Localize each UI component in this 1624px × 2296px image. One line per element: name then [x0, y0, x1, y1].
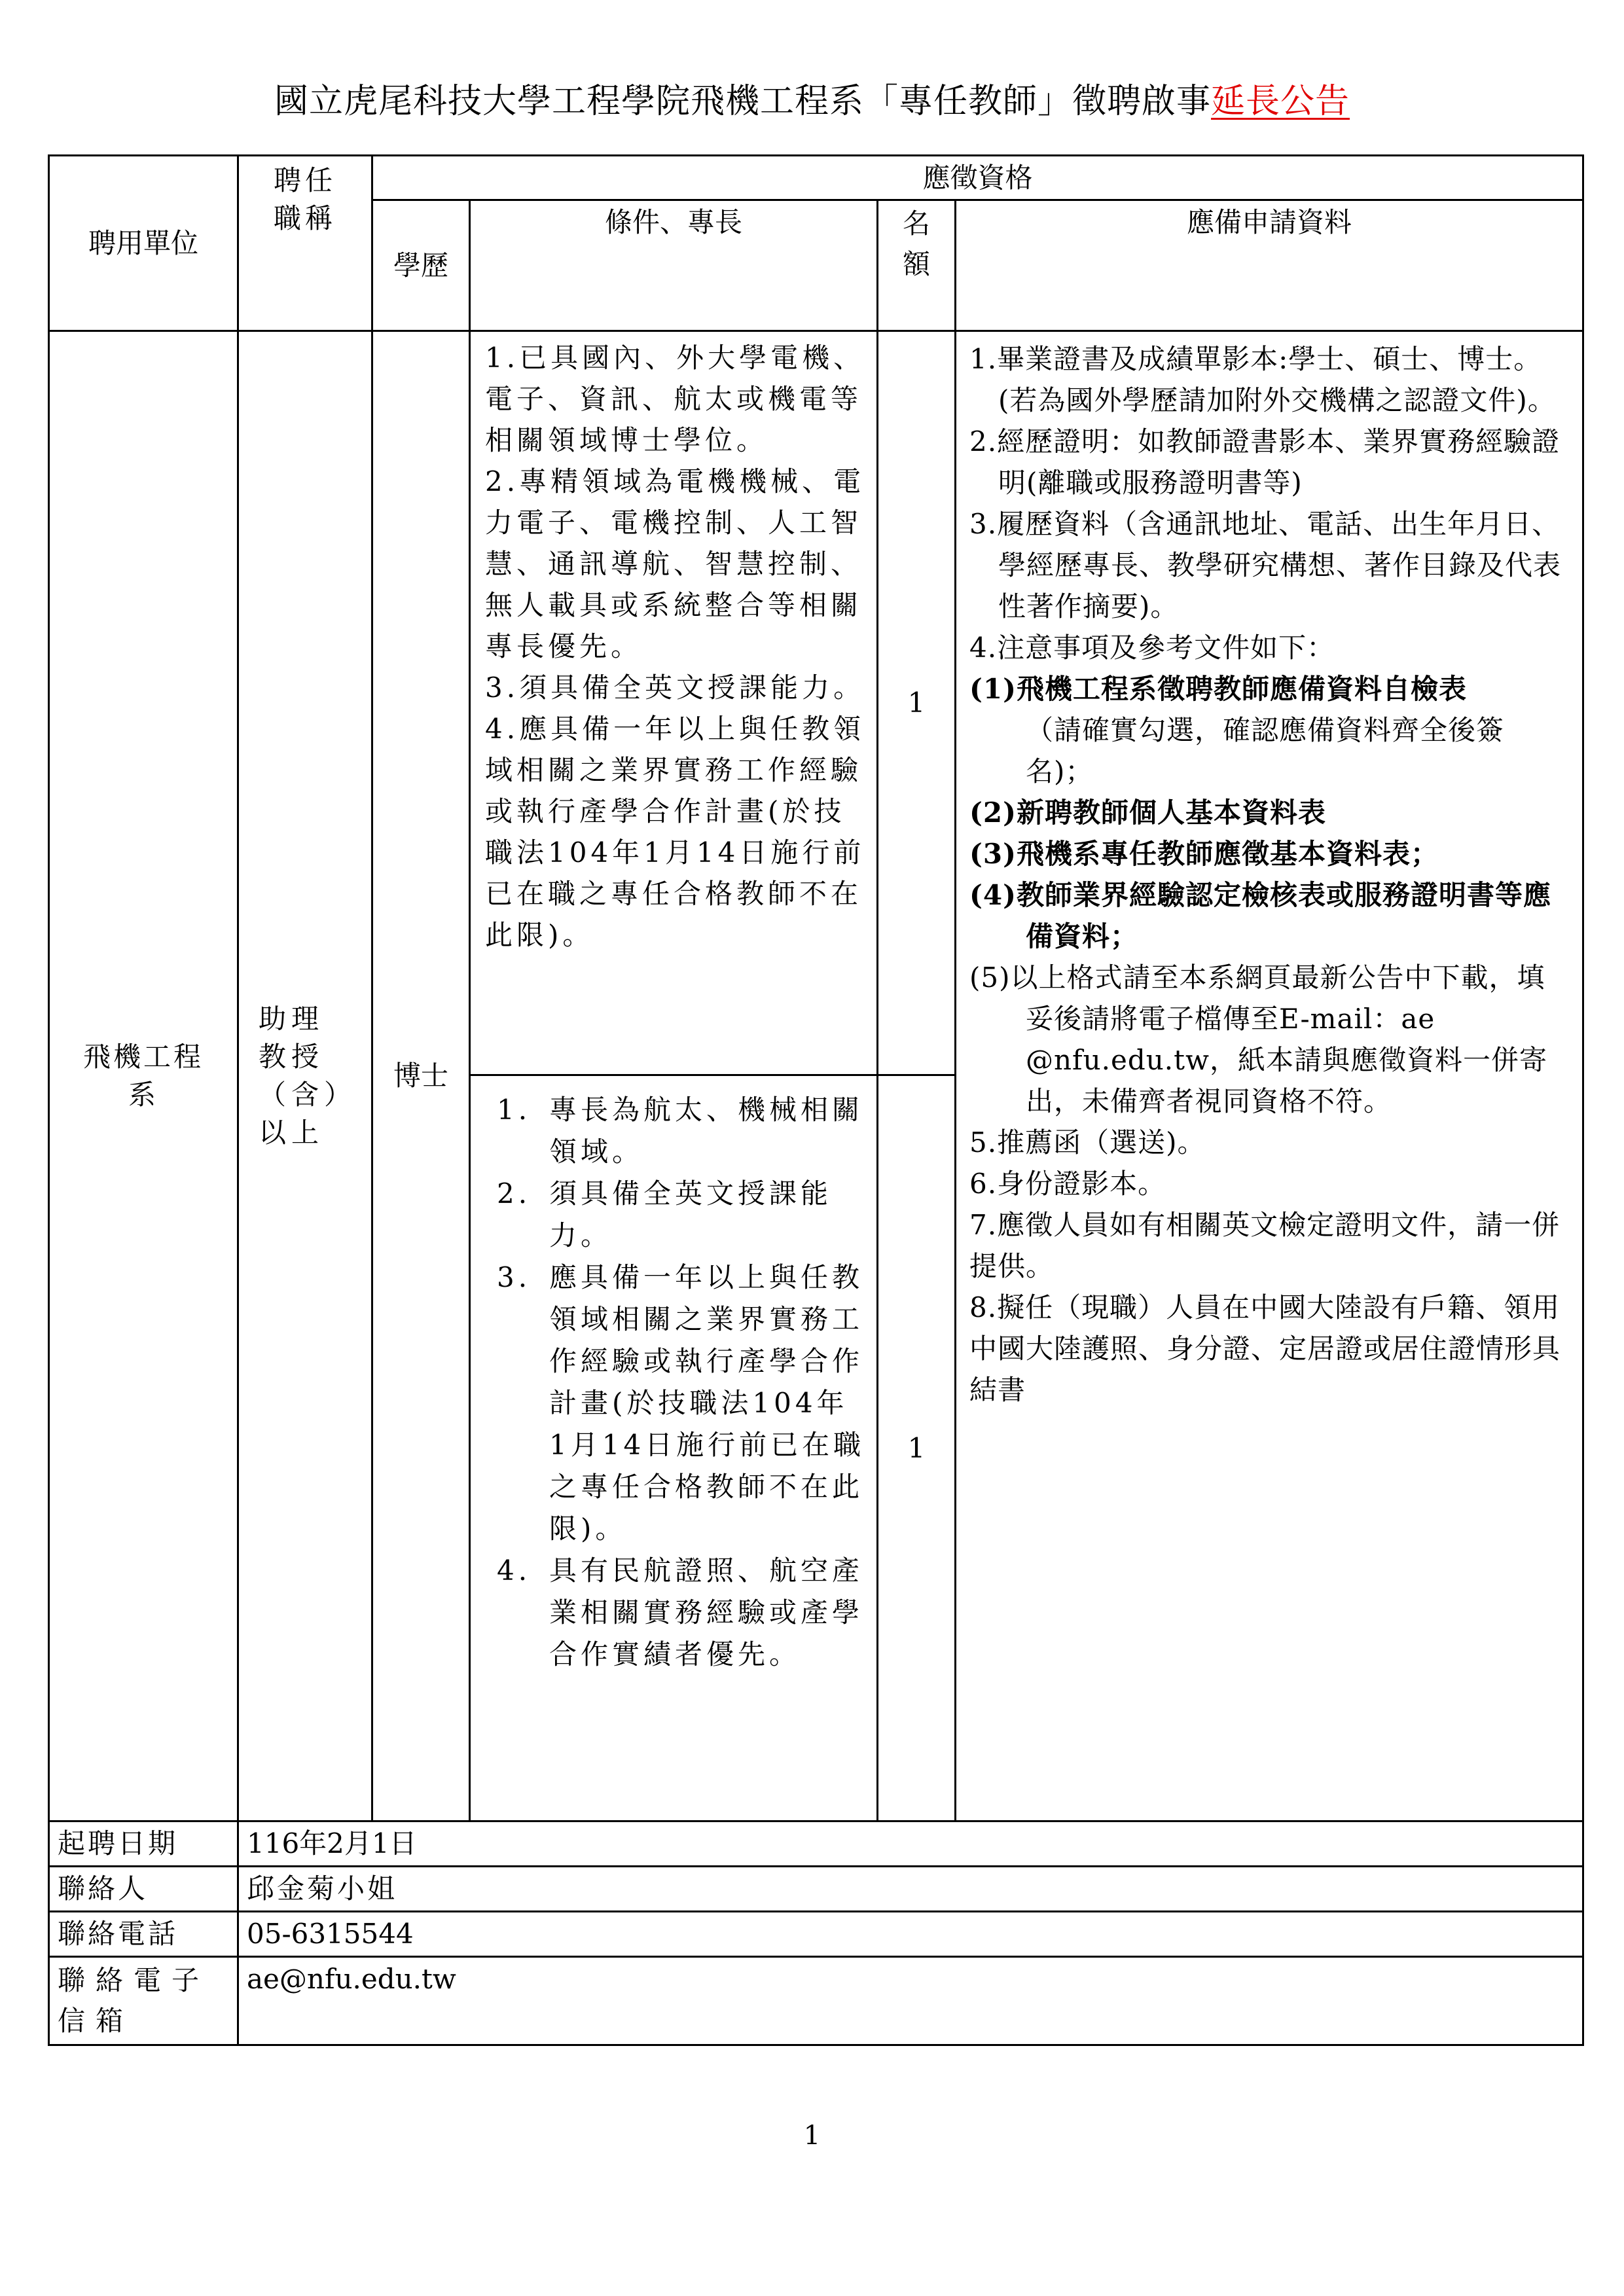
- document-item: 6.身份證影本。: [969, 1168, 1166, 1200]
- phone-label: 聯絡電話: [49, 1912, 238, 1957]
- header-conditions: 條件、專長: [470, 200, 878, 331]
- phone-value: 05-6315544: [238, 1912, 1583, 1957]
- header-row-1: [49, 156, 1583, 200]
- start-date-value: 116年2月1日: [238, 1821, 1583, 1867]
- header-degree: 學歷: [372, 200, 470, 331]
- page-number: 1: [803, 2121, 821, 2151]
- cell-quota-2: 1: [878, 1075, 956, 1821]
- title-main: 國立虎尾科技大學工程學院飛機工程系「專任教師」徵聘啟事: [274, 82, 1211, 121]
- document-subitem-4: (4)教師業界經驗認定檢核表或服務證明書等應備資料；: [969, 879, 1551, 952]
- document-item: 7.應徵人員如有相關英文檢定證明文件，請一併提供。: [969, 1209, 1561, 1282]
- start-date-row: [49, 1821, 1583, 1867]
- condition-item: 4.應具備一年以上與任教領域相關之業界實務工作經驗或執行產學合作計畫(於技職法104年1月14日施行前已在職之專任合格教師不在此限)。: [485, 713, 865, 951]
- email-label: 聯絡電子信箱: [49, 1957, 238, 2045]
- document-subitem-1-note: （請確實勾選，確認應備資料齊全後簽名)；: [1026, 714, 1505, 787]
- document-item: 3.履歷資料（含通訊地址、電話、出生年月日、學經歷專長、教學研究構想、著作目錄及代表性著作摘要)。: [969, 508, 1562, 622]
- condition-item: 4. 具有民航證照、航空產業相關實務經驗或產學合作實績者優先。: [497, 1554, 864, 1670]
- title-highlight: 延長公告: [1211, 82, 1350, 121]
- page-title: [0, 73, 1624, 122]
- email-value: ae@nfu.edu.tw: [238, 1957, 1583, 2045]
- contact-row: [49, 1867, 1583, 1912]
- header-position-title: 聘任職稱: [238, 156, 372, 331]
- document-item: 1.畢業證書及成績單影本:學士、碩士、博士。(若為國外學歷請加附外交機構之認證文件)。: [969, 343, 1556, 416]
- cell-position: 助理教授（含）以上: [238, 331, 372, 1821]
- cell-degree: 博士: [372, 331, 470, 1821]
- start-date-label: 起聘日期: [49, 1821, 238, 1867]
- email-row: [49, 1957, 1583, 2045]
- document-item: 5.推薦函（選送)。: [969, 1126, 1206, 1158]
- document-subitem-5: (5)以上格式請至本系網頁最新公告中下載，填妥後請將電子檔傳至E-mail：ae @nfu.edu.tw，紙本請與應徵資料一併寄出，未備齊者視同資格不符。: [969, 961, 1547, 1117]
- recruitment-table: [48, 154, 1584, 2046]
- condition-item: 2.專精領域為電機機械、電力電子、電機控制、人工智慧、通訊導航、智慧控制、無人載具或系統整合等相關專長優先。: [485, 465, 865, 662]
- contact-label: 聯絡人: [49, 1867, 238, 1912]
- header-quota: 名額: [878, 200, 956, 331]
- header-qualifications: 應徵資格: [372, 156, 1583, 200]
- document-item: 4.注意事項及參考文件如下：: [969, 632, 1335, 664]
- conditions-group-2: [470, 1075, 878, 1821]
- document-subitem-3: (3)飛機系專任教師應徵基本資料表；: [969, 838, 1439, 870]
- condition-item: 1. 專長為航太、機械相關領域。: [497, 1094, 864, 1168]
- header-documents: 應備申請資料: [956, 200, 1583, 331]
- document-item: 8.擬任（現職）人員在中國大陸設有戶籍、領用中國大陸護照、身分證、定居證或居住證情形具結書: [969, 1291, 1561, 1406]
- conditions-group-1: [470, 331, 878, 1075]
- document-item: 2.經歷證明：如教師證書影本、業界實務經驗證明(離職或服務證明書等): [969, 425, 1561, 499]
- contact-value: 邱金菊小姐: [238, 1867, 1583, 1912]
- document-subitem-2: (2)新聘教師個人基本資料表: [969, 797, 1326, 829]
- condition-item: 2. 須具備全英文授課能力。: [497, 1177, 833, 1251]
- cell-quota-1: 1: [878, 331, 956, 1075]
- condition-item: 1.已具國內、外大學電機、電子、資訊、航太或機電等相關領域博士學位。: [485, 342, 865, 456]
- data-row-1: [49, 331, 1583, 1075]
- cell-documents: [956, 331, 1583, 1821]
- condition-item: 3.須具備全英文授課能力。: [485, 672, 865, 704]
- header-unit: 聘用單位: [49, 156, 238, 331]
- phone-row: [49, 1912, 1583, 1957]
- document-subitem-1: (1)飛機工程系徵聘教師應備資料自檢表: [969, 673, 1467, 705]
- cell-unit: 飛機工程系: [49, 331, 238, 1821]
- condition-item: 3. 應具備一年以上與任教領域相關之業界實務工作經驗或執行產學合作計畫(於技職法104年1月14日施行前已在職之專任合格教師不在此限)。: [497, 1261, 865, 1545]
